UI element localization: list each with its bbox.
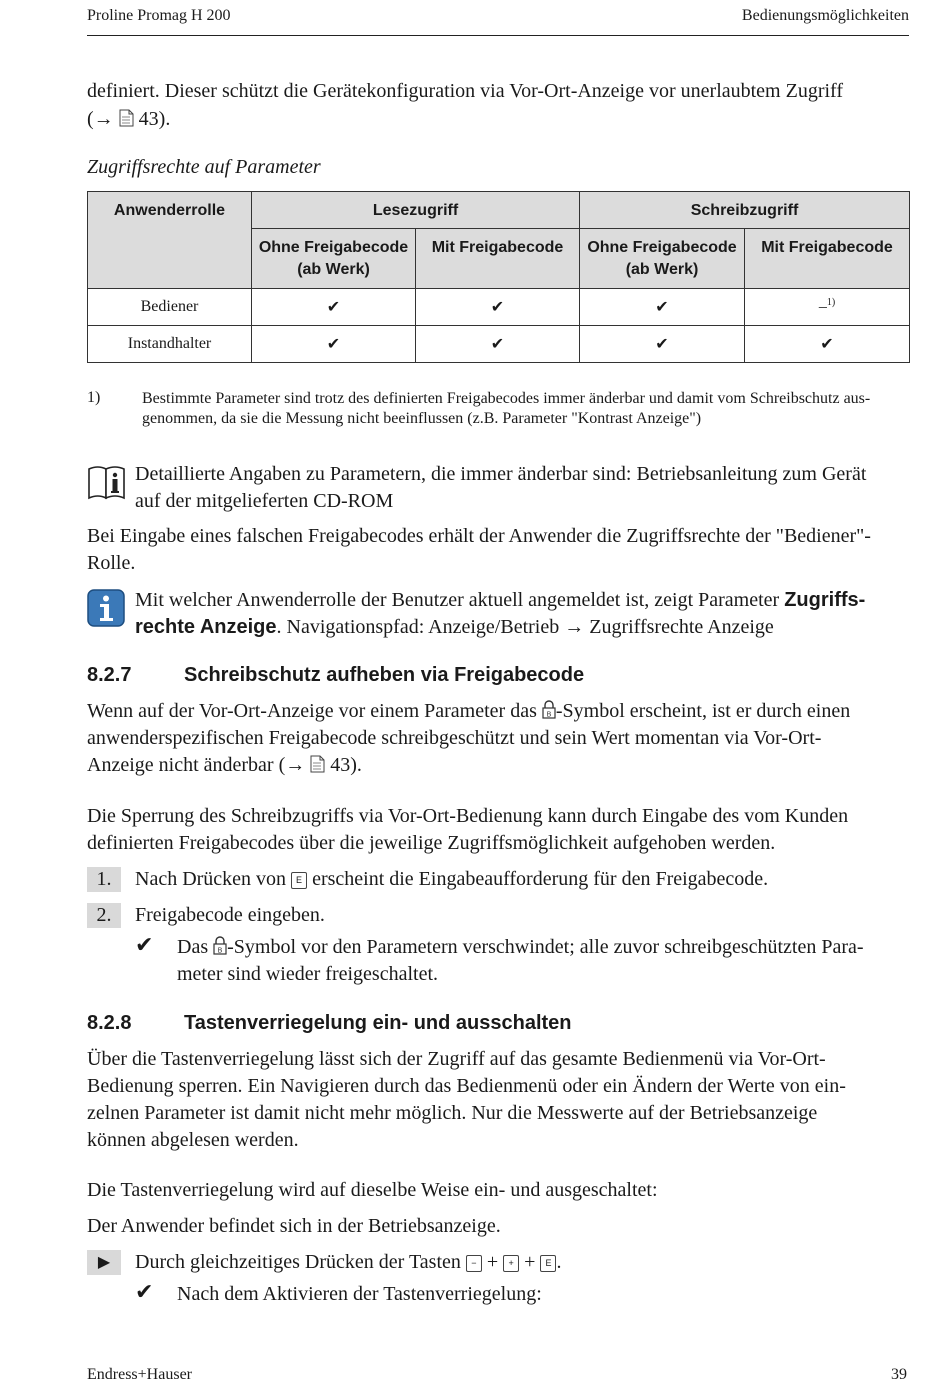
footnote-text: Bestimmte Parameter sind trotz des definierten Freigabecodes immer änderbar und damit vom Schreibschutz aus- genommen, da sie die Messung nicht beeinflussen (z.B. Parameter "Kontrast Anzeige") [142,390,871,427]
enter-key-icon: E [291,872,307,889]
col-group-write: Schreibzugriff [580,192,910,229]
check-icon: ✔ [580,289,745,326]
wrong-code-para: Bei Eingabe eines falschen Freigabecodes erhält der Anwender die Zugriffsrechte der "Bediener"- Rolle. [87,525,871,574]
table-caption: Zugriffsrechte auf Parameter [87,156,321,178]
section-title: Schreibschutz aufheben via Freigabecode [184,664,585,686]
action-arrow-icon: ▶ [87,1250,121,1275]
col-header-write-code: Mit Freigabecode [745,229,910,289]
section-828-para2: Die Tastenverriegelung wird auf dieselbe Weise ein- und ausgeschaltet: [87,1179,658,1201]
check-icon: ✔ [416,289,580,326]
intro-line1: definiert. Dieser schützt die Gerätekonfiguration via Vor-Ort-Anzeige vor unerlaubtem Zugriff [87,80,844,102]
col-header-write-nocode: Ohne Freigabecode (ab Werk) [580,229,745,289]
step-2-text: Freigabecode eingeben. [135,904,325,926]
svg-text:B: B [217,947,223,955]
access-rights-table [87,191,910,363]
step-result: Das B -Symbol vor den Parametern verschwindet; alle zuvor schreibgeschützten Para- meter sind wieder freigeschaltet. [177,936,864,985]
col-header-read-nocode: Ohne Freigabecode (ab Werk) [252,229,416,289]
svg-text:B: B [546,711,552,719]
page-ref-icon [310,755,325,773]
check-icon: ✔ [252,326,416,363]
page-number: 39 [891,1366,907,1383]
minus-key-icon: − [466,1255,482,1272]
info-icon [87,589,125,627]
col-group-read: Lesezugriff [252,192,580,229]
plus-key-icon: + [503,1255,519,1272]
step-1-text: Nach Drücken von E erscheint die Eingabeaufforderung für den Freigabecode. [135,868,769,890]
table-row [88,326,910,363]
section-828-para1: Über die Tastenverriegelung lässt sich der Zugriff auf das gesamte Bedienmenü via Vor-Ort- Bedienung sperren. Ein Navigieren durch das Bedienmenü oder ein Ändern der Werte von ein- zelnen Parameter ist damit nicht mehr möglich. Nur die Messwerte auf der Betriebsanzeige können abgelesen werden. [87,1048,846,1151]
step-number-1: 1. [87,867,121,892]
action-step: Durch gleichzeitiges Drücken der Tasten − + + + E . [135,1251,562,1273]
section-827-para1: Wenn auf der Vor-Ort-Anzeige vor einem Parameter das B -Symbol erscheint, ist er durch einen anwenderspezifischen Freigabecode schreibgeschützt und sein Wert momentan via Vor-Ort- Anzeige nicht änderbar (→ 43). [87,700,851,776]
footnote-mark: 1) [87,389,101,406]
result-check-icon: ✔ [135,932,154,957]
header-chapter: Bedienungsmöglichkeiten [741,7,909,24]
book-note: Detaillierte Angaben zu Parametern, die immer änderbar sind: Betriebsanleitung zum Gerät auf der mitgelieferten CD-ROM [135,463,867,512]
check-icon: ✔ [745,326,910,363]
table-row [88,289,910,326]
section-number: 8.2.8 [87,1012,132,1034]
check-icon: ✔ [252,289,416,326]
check-icon: ✔ [580,326,745,363]
footer-brand: Endress+Hauser [87,1366,192,1383]
section-828-para3: Der Anwender befindet sich in der Betriebsanzeige. [87,1215,501,1237]
row-role: Instandhalter [88,326,252,363]
col-header-role: Anwenderrolle [88,192,252,289]
header-product: Proline Promag H 200 [87,7,231,24]
info-note: Mit welcher Anwenderrolle der Benutzer aktuell angemeldet ist, zeigt Parameter Zugriffs- rechte Anzeige. Navigationspfad: Anzeige/Betrieb → Zugriffsrechte Anzeige [135,589,866,638]
intro-ref: (→ 43). [87,108,171,130]
col-header-read-code: Mit Freigabecode [416,229,580,289]
manual-book-icon [87,463,127,501]
section-number: 8.2.7 [87,664,132,686]
lock-icon [213,935,227,955]
section-title: Tastenverriegelung ein- und ausschalten [184,1012,572,1034]
result-check-icon: ✔ [135,1279,154,1304]
enter-key-icon: E [540,1255,556,1272]
check-icon: ✔ [416,326,580,363]
dash-cell: –$^{1)}$ [745,289,910,326]
section-827-para2: Die Sperrung des Schreibzugriffs via Vor-Ort-Bedienung kann durch Eingabe des vom Kunden definierten Freigabecodes über die jeweilige Zugriffsmöglichkeit aufgehoben werden. [87,805,849,854]
lock-icon [542,699,556,719]
header-rule [87,35,909,36]
row-role: Bediener [88,289,252,326]
page-ref-icon [119,109,134,127]
action-result: Nach dem Aktivieren der Tastenverriegelung: [177,1283,542,1305]
step-number-2: 2. [87,903,121,928]
